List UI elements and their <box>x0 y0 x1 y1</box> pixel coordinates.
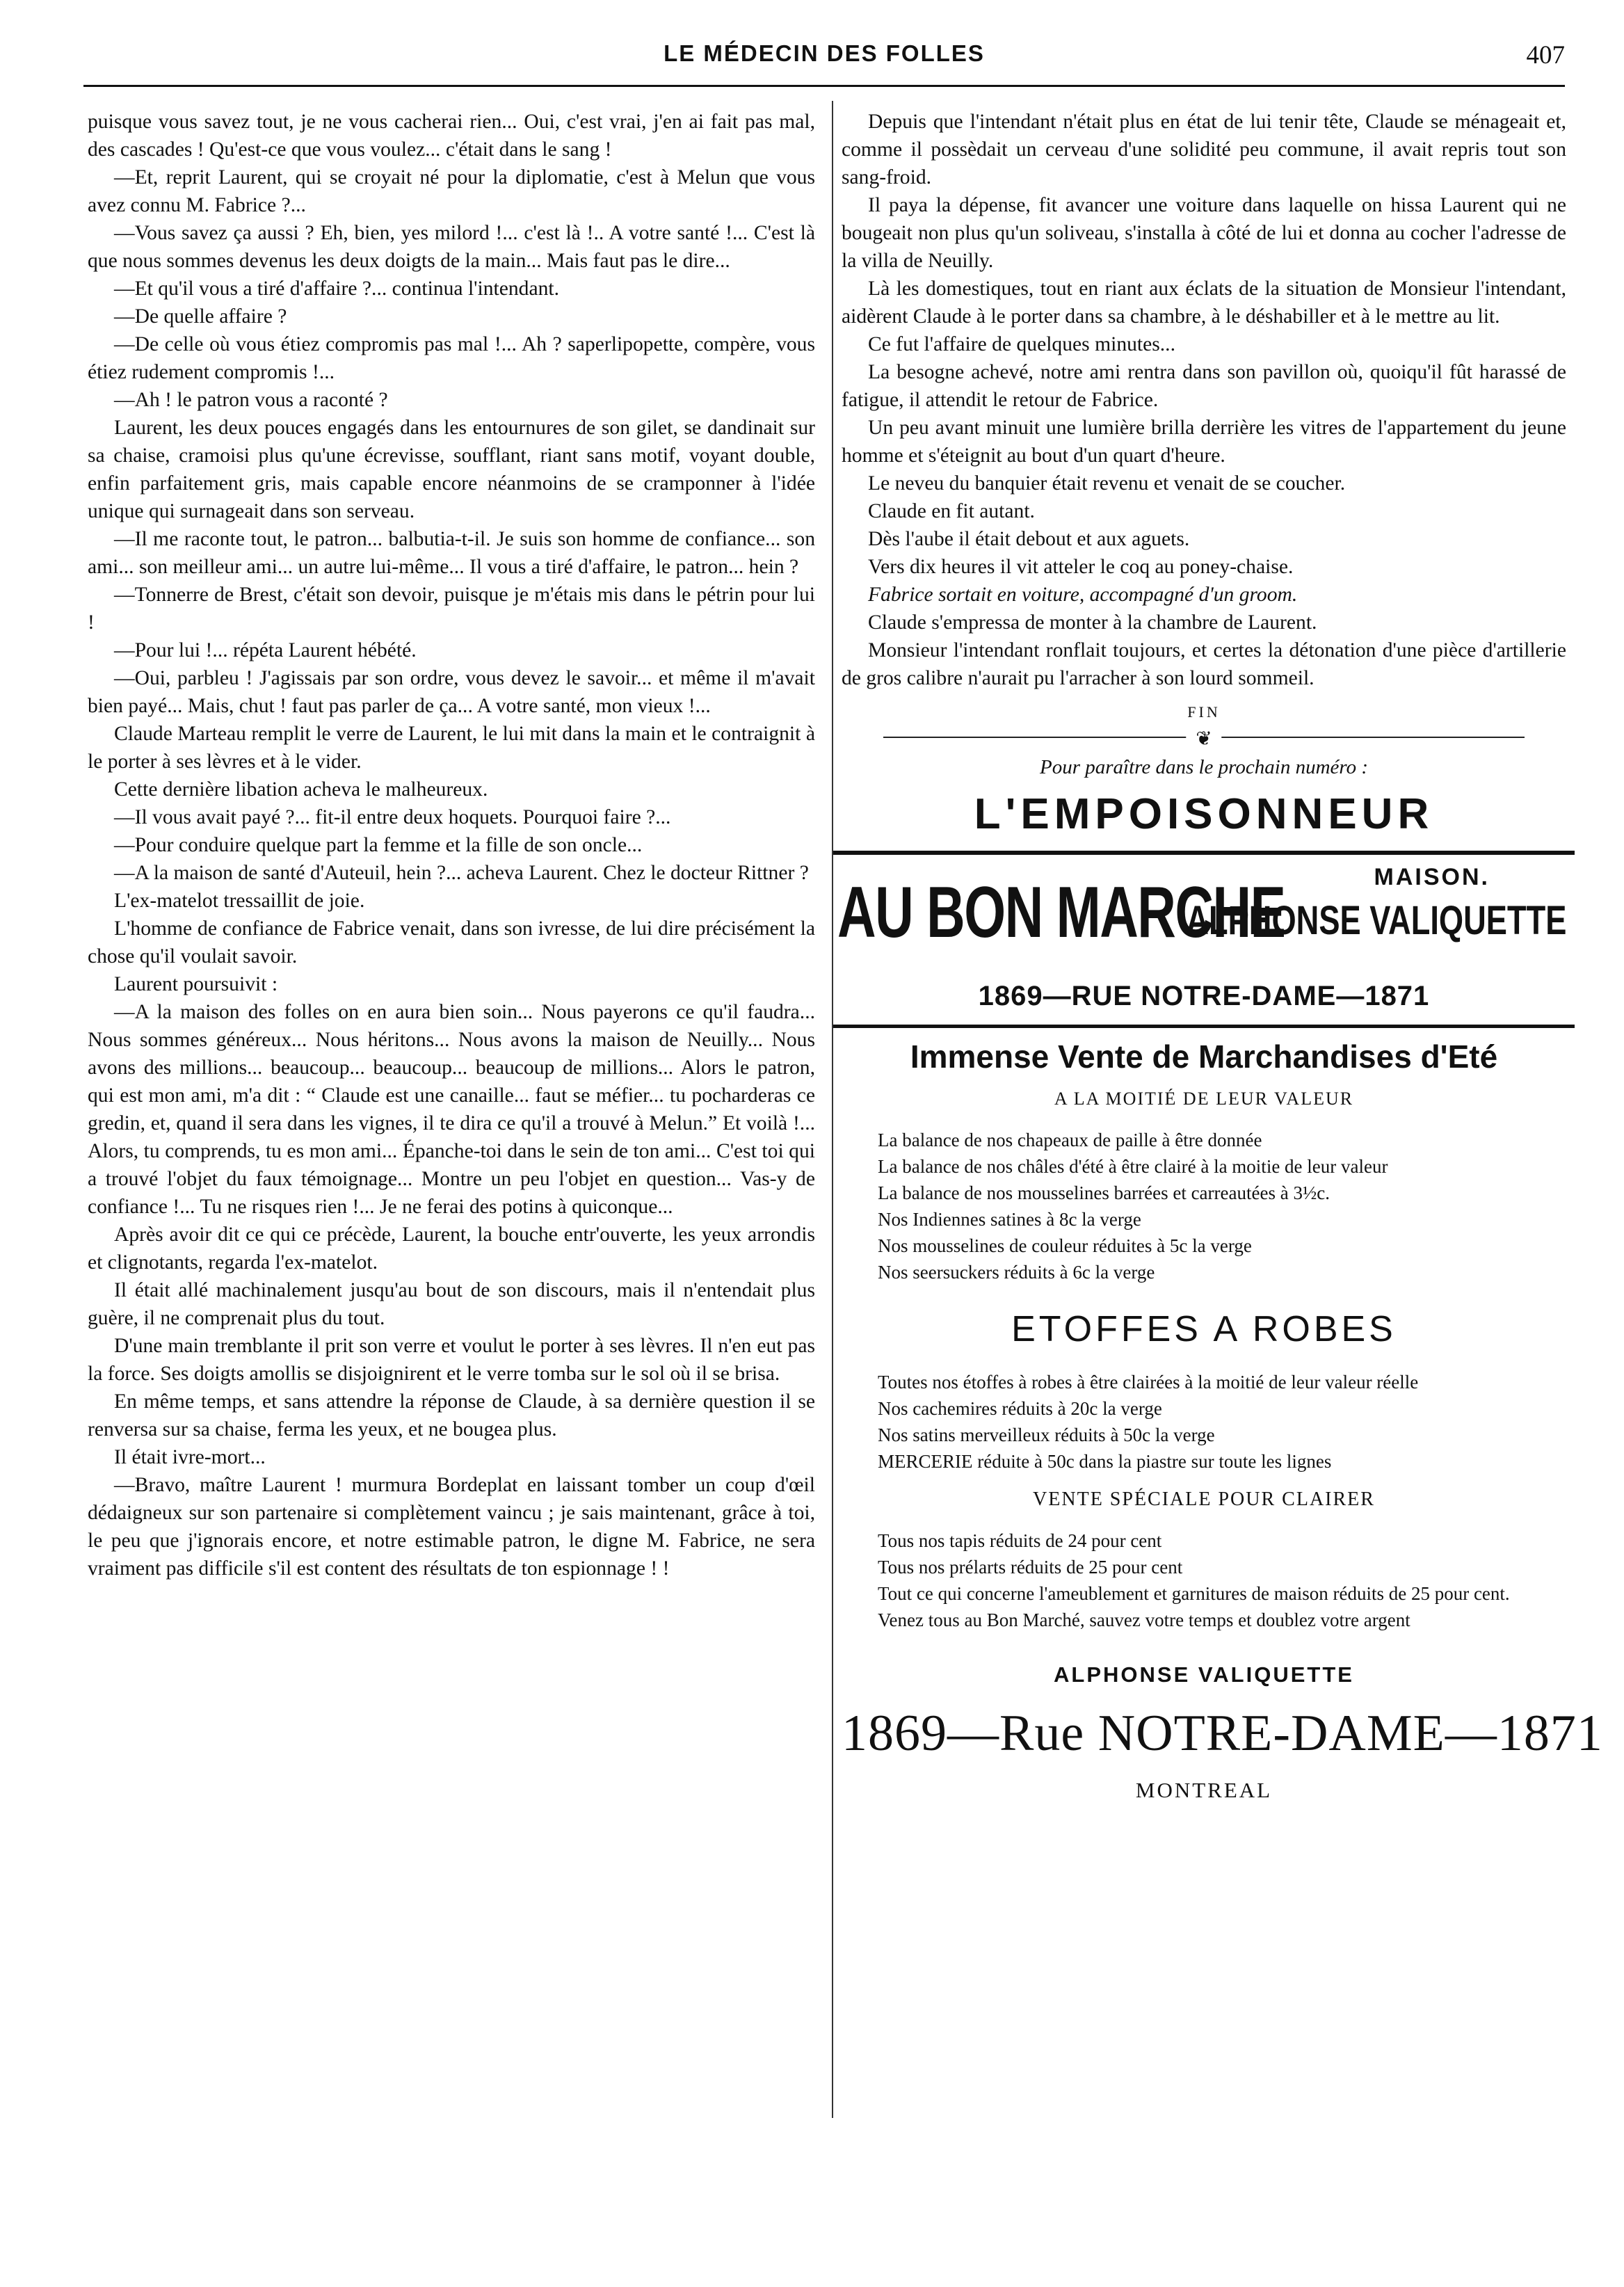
paragraph: —Vous savez ça aussi ? Eh, bien, yes milord !... c'est là !.. A votre santé !... C'est là que nous sommes devenus les deux doigts de la main... Mais faut pas le dire... <box>88 222 815 272</box>
paragraph: Dès l'aube il était debout et aux aguets. <box>868 528 1190 550</box>
list-item: La balance de nos chapeaux de paille à être donnée <box>878 1130 1262 1150</box>
paragraph: Il paya la dépense, fit avancer une voiture dans laquelle on hissa Laurent qui ne bougeait non plus qu'un soliveau, s'installa à côté de lui et donna au cocher l'adresse de la villa de Neuilly. <box>842 194 1566 272</box>
end-marker: FIN <box>1187 703 1221 721</box>
paragraph: —Tonnerre de Brest, c'était son devoir, puisque je m'étais mis dans le pétrin pour lui ! <box>88 584 815 634</box>
ad-sale-subtitle: A LA MOITIÉ DE LEUR VALEUR <box>1054 1089 1354 1109</box>
paragraph: La besogne achevé, notre ami rentra dans son pavillon où, quoiqu'il fût harassé de fatigue, il attendit le retour de Fabrice. <box>842 361 1566 411</box>
ad-sale-headline: Immense Vente de Marchandises d'Eté <box>910 1038 1498 1075</box>
list-item: Nos satins merveilleux réduits à 50c la verge <box>878 1425 1215 1445</box>
paragraph: Ce fut l'affaire de quelques minutes... <box>868 333 1175 355</box>
list-item: La balance de nos mousselines barrées et carreautées à 3½c. <box>878 1182 1330 1203</box>
paragraph: Après avoir dit ce qui ce précède, Laurent, la bouche entr'ouverte, les yeux arrondis et clignotants, regarda l'ex-matelot. <box>88 1223 815 1274</box>
paragraph: Claude Marteau remplit le verre de Laurent, le lui mit dans la main et le contraignit à le porter à ses lèvres et à le vider. <box>88 723 815 773</box>
paragraph: —Il me raconte tout, le patron... balbutia-t-il. Je suis son homme de confiance... son ami... son meilleur ami... un autre lui-même... Il vous a tiré d'affaire, le patron... hein ? <box>88 528 815 578</box>
paragraph: —Ah ! le patron vous a raconté ? <box>114 389 388 411</box>
paragraph: D'une main tremblante il prit son verre et voulut le porter à ses lèvres. Il n'en eut pas la force. Ses doigts amollis se disjoignirent et le verre tomba sur le sol où il se brisa. <box>88 1335 815 1385</box>
list-item: Toutes nos étoffes à robes à être clairées à la moitié de leur valeur réelle <box>878 1372 1419 1393</box>
paragraph: Il était allé machinalement jusqu'au bout de son discours, mais il n'entendait plus guère, il ne comprenait plus du tout. <box>88 1279 815 1329</box>
paragraph: Fabrice sortait en voiture, accompagné d'un groom. <box>868 584 1298 606</box>
left-column <box>88 108 815 1582</box>
list-item: Venez tous au Bon Marché, sauvez votre temps et doublez votre argent <box>878 1610 1410 1630</box>
list-item: Nos cachemires réduits à 20c la verge <box>878 1398 1162 1419</box>
paragraph: —Et qu'il vous a tiré d'affaire ?... continua l'intendant. <box>114 278 560 300</box>
paragraph: —A la maison de santé d'Auteuil, hein ?... acheva Laurent. Chez le docteur Rittner ? <box>114 862 809 884</box>
ad-section-list <box>878 1369 1566 1475</box>
paragraph: Là les domestiques, tout en riant aux éclats de la situation de Monsieur l'intendant, aidèrent Claude à le porter dans sa chambre, à le déshabiller et à le mettre au lit. <box>842 278 1566 328</box>
header-rule <box>83 85 1565 87</box>
paragraph: —De celle où vous étiez compromis pas mal !... Ah ? saperlipopette, compère, vous étiez rudement compromis !... <box>88 333 815 383</box>
right-column <box>837 108 1603 1806</box>
paragraph: Vers dix heures il vit atteler le coq au poney-chaise. <box>868 556 1294 578</box>
running-title: LE MÉDECIN DES FOLLES <box>664 40 985 66</box>
ad-special-title: VENTE SPÉCIALE POUR CLAIRER <box>1033 1488 1375 1510</box>
paragraph: —Il vous avait payé ?... fit-il entre deux hoquets. Pourquoi faire ?... <box>114 806 671 828</box>
paragraph: L'homme de confiance de Fabrice venait, dans son ivresse, de lui dire précisément la chose qu'il voulait savoir. <box>88 917 815 968</box>
paragraph: —De quelle affaire ? <box>114 305 287 328</box>
paragraph: Cette dernière libation acheva le malheureux. <box>114 778 488 801</box>
ad-item-list <box>878 1127 1566 1285</box>
list-item: Tous nos prélarts réduits de 25 pour cent <box>878 1557 1183 1578</box>
ad-bottom-address: 1869—Rue NOTRE-DAME—1871 <box>842 1705 1603 1762</box>
paragraph: puisque vous savez tout, je ne vous cacherai rien... Oui, c'est vrai, j'en ai fait pas mal, des cascades ! Qu'est-ce que vous voulez... c'était dans le sang ! <box>88 111 815 161</box>
page-number: 407 <box>1526 41 1565 70</box>
list-item: Nos seersuckers réduits à 6c la verge <box>878 1262 1155 1283</box>
list-item: La balance de nos châles d'été à être clairé à la moitie de leur valeur <box>878 1156 1388 1177</box>
ad-owner: ALPHONSE VALIQUETTE <box>1185 898 1566 943</box>
paragraph: Un peu avant minuit une lumière brilla derrière les vitres de l'appartement du jeune homme et s'éteignit au bout d'un quart d'heure. <box>842 417 1566 467</box>
list-item: MERCERIE réduite à 50c dans la piastre sur toute les lignes <box>878 1451 1332 1472</box>
list-item: Tous nos tapis réduits de 24 pour cent <box>878 1530 1162 1551</box>
list-item: Nos Indiennes satines à 8c la verge <box>878 1209 1141 1230</box>
paragraph: Claude en fit autant. <box>868 500 1035 522</box>
paragraph: L'ex-matelot tressaillit de joie. <box>114 890 365 912</box>
paragraph: —Pour lui !... répéta Laurent hébété. <box>114 639 417 661</box>
next-issue-title: L'EMPOISONNEUR <box>974 790 1434 838</box>
ornament-rule <box>883 728 1525 746</box>
paragraph: —Et, reprit Laurent, qui se croyait né pour la diplomatie, c'est à Melun que vous avez connu M. Fabrice ?... <box>88 166 815 216</box>
paragraph: Monsieur l'intendant ronflait toujours, et certes la détonation d'une pièce d'artillerie de gros calibre n'aurait pu l'arracher à son lourd sommeil. <box>842 639 1566 689</box>
ad-city: MONTREAL <box>1135 1778 1273 1802</box>
list-item: Nos mousselines de couleur réduites à 5c la verge <box>878 1235 1252 1256</box>
paragraph: —A la maison des folles on en aura bien soin... Nous payerons ce qu'il faudra... Nous sommes généreux... Nous héritons... Nous avons la maison de Neuilly... Nous avons des millions... beaucoup... beaucoup... beaucoup de millions... Alors le patron, qui est mon ami, m'a dit : “ Claude est une canaille... faut se méfier... tu pocharderas ce gredin, et, quand il sera dans les vignes, il te dira ce qu'il a trouvé à Melun.” Et voilà !... Alors, tu comprends, tu es mon ami... Épanche-toi dans le sein de ton ami... C'est toi qui a trouvé l'objet du faux témoignage... Montre un peu l'objet en question... Vas-y de confiance !... Tu ne risques rien !... Je ne ferai des potins à quiconque... <box>88 1001 815 1218</box>
next-issue-announce: Pour paraître dans le prochain numéro : <box>1039 756 1368 778</box>
ad-maison: MAISON. <box>1374 864 1490 890</box>
ad-signature: ALPHONSE VALIQUETTE <box>1054 1662 1354 1687</box>
paragraph: —Pour conduire quelque part la femme et la fille de son oncle... <box>114 834 643 856</box>
ad-store-name: AU BON MARCHE <box>837 872 1285 953</box>
ad-special-list <box>878 1527 1566 1633</box>
ad-top-rule <box>833 851 1575 855</box>
paragraph: —Oui, parbleu ! J'agissais par son ordre, vous devez le savoir... et même il m'avait bien payé... Mais, chut ! faut pas parler de ça... A votre santé, mon vieux !... <box>88 667 815 717</box>
paragraph: Laurent, les deux pouces engagés dans les entournures de son gilet, se dandinait sur sa chaise, cramoisi plus qu'une écrevisse, soufflant, riant sans motif, voyant double, enfin parfaitement gris, mais capable encore néanmoins de se cramponner à l'idée unique qui surnageait dans son serveau. <box>88 417 815 522</box>
ad-mid-rule <box>833 1025 1575 1028</box>
paragraph: Depuis que l'intendant n'était plus en état de lui tenir tête, Claude se ménageait et, comme il possèdait un cerveau d'une solidité peu commune, il avait repris tout son sang-froid. <box>842 111 1566 188</box>
column-divider <box>832 101 833 2118</box>
paragraph: Claude s'empressa de monter à la chambre de Laurent. <box>868 611 1317 634</box>
list-item: Tout ce qui concerne l'ameublement et garnitures de maison réduits de 25 pour cent. <box>878 1583 1510 1604</box>
ad-address: 1869—RUE NOTRE-DAME—1871 <box>978 981 1430 1011</box>
running-head <box>83 40 1565 75</box>
paragraph: Le neveu du banquier était revenu et venait de se coucher. <box>868 472 1346 495</box>
ad-section-title: ETOFFES A ROBES <box>1011 1309 1397 1349</box>
paragraph: Laurent poursuivit : <box>114 973 278 995</box>
paragraph: —Bravo, maître Laurent ! murmura Bordeplat en laissant tomber un coup d'œil dédaigneux sur son partenaire si complètement vaincu ; je sais maintenant, grâce à toi, le peu que j'ignorais encore, et notre estimable patron, le digne M. Fabrice, ne sera vraiment pas difficile s'il est content des résultats de ton espionnage ! ! <box>88 1474 815 1580</box>
paragraph: Il était ivre-mort... <box>114 1446 266 1468</box>
ad-header <box>837 860 1566 972</box>
paragraph: En même temps, et sans attendre la réponse de Claude, à sa dernière question il se renversa sur sa chaise, ferma les yeux, et ne bougea plus. <box>88 1390 815 1441</box>
